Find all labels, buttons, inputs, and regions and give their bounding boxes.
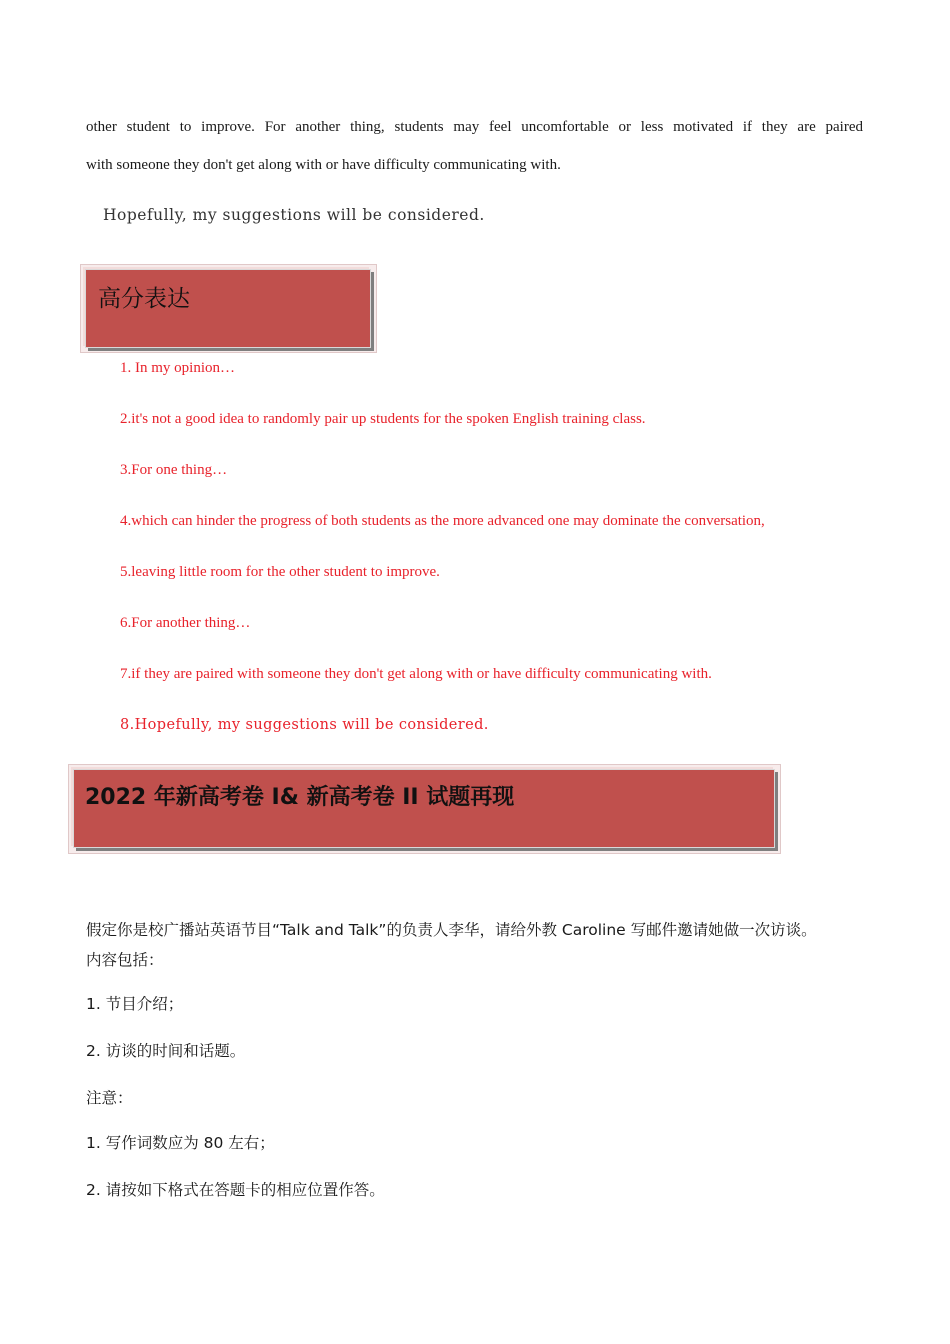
expression-item: 8.Hopefully, my suggestions will be considered. xyxy=(120,717,489,733)
essay-line-2: with someone they don't get along with or have difficulty communicating with. xyxy=(86,157,561,173)
expression-item: 5.leaving little room for the other student to improve. xyxy=(120,564,440,580)
note-label: 注意： xyxy=(86,1089,133,1107)
expression-item: 1. In my opinion… xyxy=(120,360,235,376)
section2-title: 2022 年新高考卷 I& 新高考卷 II 试题再现 xyxy=(85,785,515,810)
note-item-1: 1. 写作词数应为 80 左右； xyxy=(86,1134,275,1152)
essay-closing: Hopefully, my suggestions will be considered. xyxy=(103,206,485,224)
expression-item: 2.it's not a good idea to randomly pair up students for the spoken English training class. xyxy=(120,411,646,427)
prompt-line-1: 假定你是校广播站英语节目“Talk and Talk”的负责人李华，请给外教 Caroline 写邮件邀请她做一次访谈。 xyxy=(86,921,817,939)
expression-item: 6.For another thing… xyxy=(120,615,251,631)
expression-item: 4.which can hinder the progress of both students as the more advanced one may dominate the conversation, xyxy=(120,513,765,529)
section1-banner xyxy=(85,269,371,348)
note-item-2: 2. 请按如下格式在答题卡的相应位置作答。 xyxy=(86,1181,385,1199)
expression-item: 3.For one thing… xyxy=(120,462,228,478)
expression-item: 7.if they are paired with someone they don't get along with or have difficulty communicating with. xyxy=(120,666,712,682)
content-item-2: 2. 访谈的时间和话题。 xyxy=(86,1042,246,1060)
content-item-1: 1. 节目介绍； xyxy=(86,995,184,1013)
prompt-line-2: 内容包括： xyxy=(86,951,164,969)
essay-line-1: other student to improve. For another thing, students may feel uncomfortable or less motivated if they are paired xyxy=(86,119,863,135)
section1-title: 高分表达 xyxy=(98,286,190,312)
section2-banner xyxy=(73,769,775,848)
